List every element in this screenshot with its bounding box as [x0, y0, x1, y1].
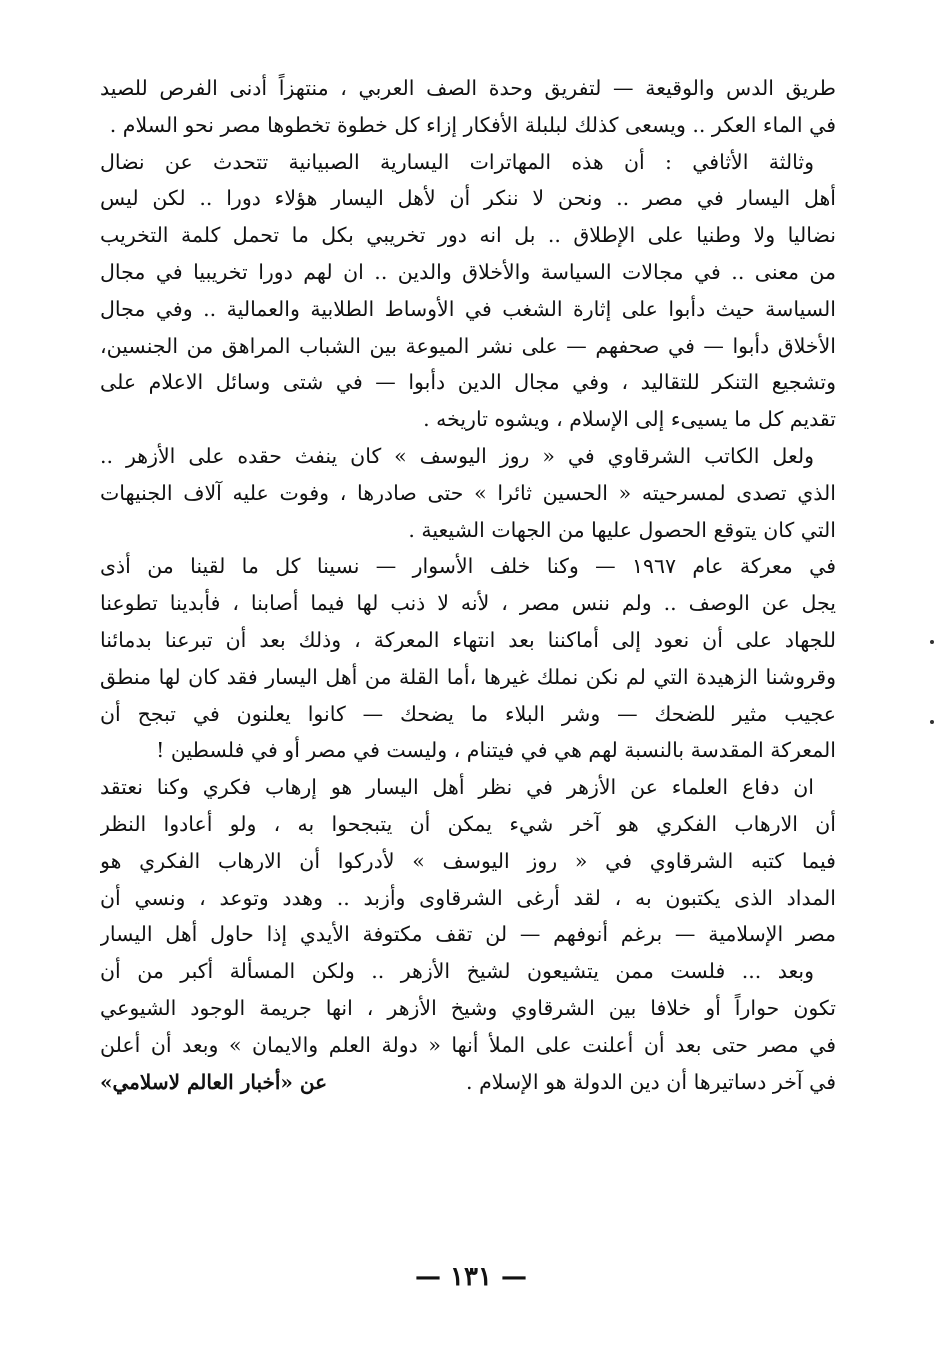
text-line: [100, 1064, 836, 1101]
text-line: وثالثة الأثافي : أن هذه المهاترات اليسارية الصبيانية تتحدث عن نضال: [100, 149, 814, 174]
text-line: في الماء العكر .. ويسعى كذلك لبلبلة الأفكار إزاء كل خطوة تخطوها مصر نحو السلام .: [109, 112, 836, 137]
text-line: وتشجيع التنكر للتقاليد ، وفي مجال الدين دأبوا — في شتى وسائل الاعلام على: [100, 370, 836, 395]
paragraph-2: [100, 144, 836, 438]
text-line: ان دفاع العلماء عن الأزهر في نظر أهل اليسار هو إرهاب فكري وكنا نعتقد: [100, 775, 814, 800]
paragraph-4: [100, 548, 836, 769]
paragraph-5: [100, 769, 836, 953]
text-line: أن الارهاب الفكري هو آخر شيء يمكن أن يتبجحوا به ، ولو أعادوا النظر: [100, 811, 836, 836]
text-line: نضاليا ولا وطنيا على الإطلاق .. بل انه دور تخريبي بكل ما تحمل كلمة التخريب: [100, 223, 836, 248]
text-line: للجهاد على أن نعود إلى أماكننا بعد انتهاء المعركة ، وذلك بعد أن تبرعنا بدمائنا: [100, 627, 836, 652]
body-text: [100, 70, 836, 1100]
text-line: المداد الذى يكتبون به ، لقد أرغى الشرقاوى وأزبد .. وهدد وتوعد ، ونسي أن: [100, 885, 836, 910]
paragraph-3: [100, 438, 836, 548]
text-line: أهل اليسار في مصر .. ونحن لا ننكر أن لأهل اليسار هؤلاء دورا .. لكن ليس: [100, 186, 836, 211]
page-number: — ١٣١ —: [414, 1262, 528, 1292]
source-credit: عن «أخبار العالم لاسلامي»: [100, 1069, 328, 1094]
paragraph-1: [100, 70, 836, 144]
text-line: وقروشنا الزهيدة التي لم نكن نملك غيرها ،أما القلة من أهل اليسار فقد كان لها منطق: [100, 664, 836, 689]
text-line: المعركة المقدسة بالنسبة لهم هي في فيتنام ، وليست في مصر أو في فلسطين !: [156, 738, 836, 763]
text-line: تقديم كل ما يسيىء إلى الإسلام ، ويشوه تاريخه .: [423, 407, 836, 432]
text-line: عجيب مثير للضحك — وشر البلاء ما يضحك — كانوا يعلنون في تبجح أن: [100, 701, 836, 726]
paragraph-6: [100, 953, 836, 1100]
text-line: فيما كتبه الشرقاوي في « روز اليوسف » لأدركوا أن الارهاب الفكري هو: [100, 848, 836, 873]
text-line: يجل عن الوصف .. ولم ننس مصر ، لأنه لا ذنب لها فيما أصابنا ، فأبدينا تطوعنا: [100, 591, 836, 616]
text-line: ولعل الكاتب الشرقاوي في « روز اليوسف » كان ينفث حقده على الأزهر ..: [100, 443, 814, 468]
text-line: تكون حواراً أو خلافا بين الشرقاوي وشيخ الأزهر ، انها جريمة الوجود الشيوعي: [100, 995, 836, 1020]
text-line: التي كان يتوقع الحصول عليها من الجهات الشيعية .: [408, 517, 836, 542]
text-line: في معركة عام ١٩٦٧ — وكنا خلف الأسوار — نسينا كل ما لقينا من أذى: [100, 554, 836, 579]
text-line: مصر الإسلامية — برغم أنوفهم — لن تقف مكتوفة الأيدي إذا حاول أهل اليسار: [100, 922, 836, 947]
margin-mark: [930, 640, 934, 644]
text-line: السياسة حيث دأبوا على إثارة الشغب في الأوساط الطلابية والعمالية .. وفي مجال: [100, 296, 836, 321]
text-line: الذي تصدى لمسرحيته « الحسين ثائرا » حتى صادرها ، وفوت عليه آلاف الجنيهات: [100, 480, 836, 505]
margin-mark: [930, 720, 934, 724]
text-line: وبعد ... فلست ممن يتشيعون لشيخ الأزهر .. ولكن المسألة أكبر من أن: [100, 959, 814, 984]
text-line: في مصر حتى بعد أن أعلنت على الملأ أنها « دولة العلم والايمان » وبعد أن أعلن: [100, 1032, 836, 1057]
closing-text: في آخر دساتيرها أن دين الدولة هو الإسلام .: [466, 1069, 836, 1094]
text-line: الأخلاق دأبوا — في صحفهم — على نشر الميوعة بين الشباب المراهق من الجنسين،: [100, 333, 836, 358]
text-line: طريق الدس والوقيعة — لتفريق وحدة الصف العربي ، منتهزاً أدنى الفرص للصيد: [100, 76, 836, 100]
text-line: من معنى .. في مجالات السياسة والأخلاق والدين .. ان لهم دورا تخريبيا في مجال: [100, 259, 836, 284]
